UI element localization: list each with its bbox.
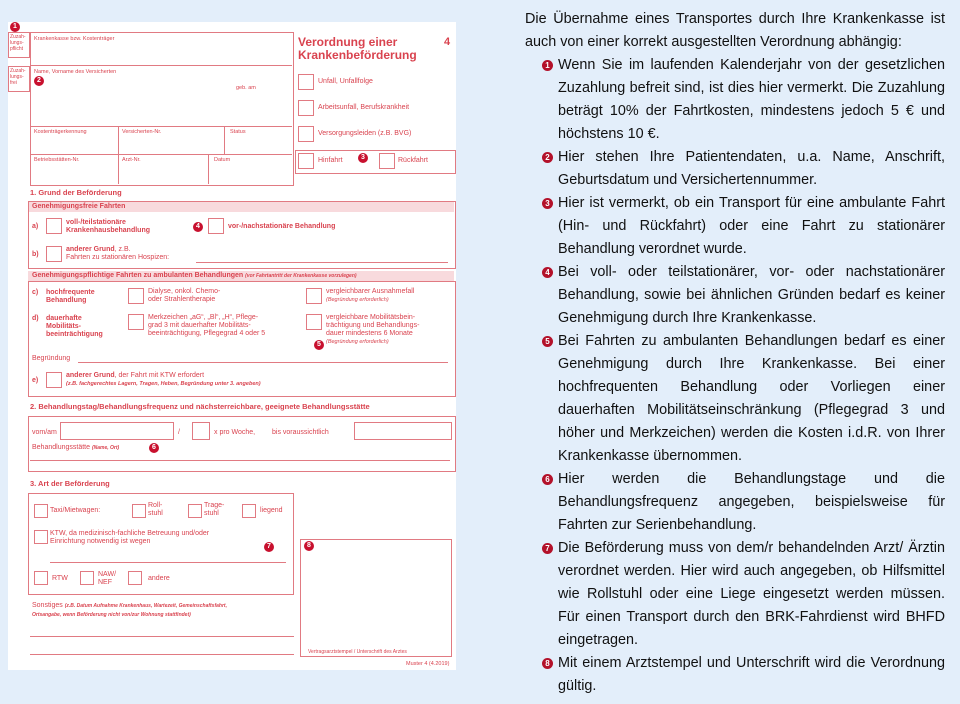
vom-am-label: vom/am bbox=[32, 429, 57, 436]
arztnr-label: Arzt-Nr. bbox=[122, 157, 141, 163]
x-pro-woche: x pro Woche, bbox=[214, 429, 256, 436]
slash-label: / bbox=[178, 429, 180, 436]
bstaette-label: Behandlungsstätte (Name, Ort) bbox=[32, 444, 120, 451]
a-text1: voll-/teilstationäre bbox=[66, 219, 126, 226]
gen-pfl-header: Genehmigungspflichtige Fahrten zu ambulanten Behandlungen (vor Fahrtantritt der Krankenkasse vorzulegen) bbox=[32, 272, 357, 279]
explanation-text-1: Wenn Sie im laufenden Kalenderjahr von der gesetzlichen Zuzahlung befreit sind, ist dies hier vermerkt. Die Zuzahlung beträgt 10% der Fahrtkosten, mindestens jedoch 5 € und höchstens 10 €. bbox=[558, 57, 945, 142]
datum-label: Datum bbox=[214, 157, 231, 163]
explanation-item-7 bbox=[525, 537, 945, 652]
begruendung-label: Begründung bbox=[32, 355, 71, 362]
arbeitsunfall-checkbox bbox=[298, 100, 314, 116]
b-text1: anderer Grund, z.B. bbox=[66, 246, 131, 253]
d-text1: dauerhafte bbox=[46, 315, 82, 322]
ktw2: Einrichtung notwendig ist wegen bbox=[50, 538, 151, 545]
explanation-text-4: Bei voll- oder teilstationärer, vor- oder nachstationärer Behandlung, sowie bei ähnlichen Gründen bedarf es keiner Genehmigung durch Ihre Krankenkasse. bbox=[558, 264, 945, 326]
ktw-checkbox bbox=[34, 530, 48, 544]
kasse-label: Krankenkasse bzw. Kostenträger bbox=[34, 36, 115, 42]
explanation-item-5 bbox=[525, 330, 945, 468]
sonstiges-note2: Ortsangabe, wenn Beförderung nicht von/zur Wohnung stattfindet) bbox=[32, 612, 191, 618]
ktw1: KTW, da medizinisch-fachliche Betreuung und/oder bbox=[50, 530, 210, 537]
b-checkbox bbox=[46, 246, 62, 262]
explanation-item-8 bbox=[525, 652, 945, 698]
d-option-checkbox bbox=[128, 314, 144, 330]
marker-5: 5 bbox=[314, 340, 324, 350]
taxi-label: Taxi/Mietwagen: bbox=[50, 507, 101, 514]
liegend-checkbox bbox=[242, 504, 256, 518]
hinfahrt-checkbox bbox=[298, 153, 314, 169]
row-b-label: b) bbox=[32, 251, 39, 258]
d-opt2: grad 3 mit dauerhafter Mobilitäts- bbox=[148, 322, 251, 329]
section3-title: 3. Art der Beförderung bbox=[30, 479, 110, 488]
d-verg3: dauer mindestens 6 Monate bbox=[326, 330, 413, 337]
explanation-panel bbox=[512, 0, 952, 704]
status-label: Status bbox=[230, 129, 246, 135]
bis-label: bis voraussichtlich bbox=[272, 429, 329, 436]
prescription-form bbox=[8, 22, 456, 670]
d-text3: beeinträchtigung bbox=[46, 331, 103, 338]
unfall-label: Unfall, Unfallfolge bbox=[318, 78, 373, 85]
e-text1: anderer Grund, der Fahrt mit KTW erfordert bbox=[66, 372, 205, 379]
explanation-text-5: Bei Fahrten zu ambulanten Behandlungen bedarf es einer Genehmigung durch Ihre Krankenkasse. Bei einer hochfrequenten Behandlung oder Vorliegen einer dauerhaften Mobilitätseinschränkung (Pflegegrad 3 und höher und Merkzeichen) werden die Kosten i.d.R. von Ihrer Krankenkasse übernommen. bbox=[558, 333, 945, 464]
taxi-checkbox bbox=[34, 504, 48, 518]
bullet-3: 3 bbox=[542, 198, 553, 209]
muster-label: Muster 4 (4.2019) bbox=[406, 661, 450, 667]
a-checkbox bbox=[46, 218, 62, 234]
marker-7: 7 bbox=[264, 542, 274, 552]
bullet-6: 6 bbox=[542, 474, 553, 485]
explanation-text-3: Hier ist vermerkt, ob ein Transport für eine ambulante Fahrt (Hin- und Rückfahrt) oder eine Fahrt zu stationärer Behandlung verordnet wurde. bbox=[558, 195, 945, 257]
explanation-item-6 bbox=[525, 468, 945, 537]
marker-3: 3 bbox=[358, 153, 368, 163]
sonstiges-label: Sonstiges (z.B. Datum Aufnahme Krankenhaus, Wartezeit, Gemeinschaftsfahrt, bbox=[32, 602, 227, 609]
section1-title: 1. Grund der Beförderung bbox=[30, 188, 122, 197]
versorgung-checkbox bbox=[298, 126, 314, 142]
rtw-checkbox bbox=[34, 571, 48, 585]
liegend-label: liegend bbox=[260, 507, 283, 514]
rueckfahrt-checkbox bbox=[379, 153, 395, 169]
explanation-text-7: Die Beförderung muss von dem/r behandelnden Arzt/ Ärztin verordnet werden. Hier wird auch angegeben, ob Hilfsmittel wie Rollstuhl oder eine Liege eingesetzt werden müssen. Für einen Transport durch den BRK-Fahrdienst wird BHFD eingetragen. bbox=[558, 540, 945, 648]
c-verg1: vergleichbarer Ausnahmefall bbox=[326, 288, 415, 295]
a-text2: Krankenhausbehandlung bbox=[66, 227, 151, 234]
trage2: stuhl bbox=[204, 510, 219, 517]
rueckfahrt-label: Rückfahrt bbox=[398, 157, 428, 164]
roll1: Roll- bbox=[148, 502, 163, 509]
andere-checkbox bbox=[128, 571, 142, 585]
d-verg4: (Begründung erforderlich) bbox=[326, 339, 389, 345]
stamp-box bbox=[300, 539, 452, 657]
marker-2: 2 bbox=[34, 76, 44, 86]
c-opt1: Dialyse, onkol. Chemo- bbox=[148, 288, 221, 295]
row-d-label: d) bbox=[32, 315, 39, 322]
versnr-label: Versicherten-Nr. bbox=[122, 129, 162, 135]
e-checkbox bbox=[46, 372, 62, 388]
d-verg1: vergleichbare Mobilitätsbein- bbox=[326, 314, 416, 321]
vor-nach-checkbox bbox=[208, 218, 224, 234]
vor-nach-label: vor-/nachstationäre Behandlung bbox=[228, 223, 336, 230]
marker-1: 1 bbox=[10, 22, 20, 32]
e-text2: (z.B. fachgerechtes Lagern, Tragen, Heben, Begründung unter 3. angeben) bbox=[66, 381, 261, 387]
b-text2: Fahrten zu stationären Hospizen: bbox=[66, 254, 170, 261]
trage1: Trage- bbox=[204, 502, 225, 509]
frequenz-box bbox=[192, 422, 210, 440]
d-verg2: trächtigung und Behandlungs- bbox=[326, 322, 420, 329]
explanation-item-1 bbox=[525, 54, 945, 146]
row-c-label: c) bbox=[32, 289, 39, 296]
tragestuhl-checkbox bbox=[188, 504, 202, 518]
naw-checkbox bbox=[80, 571, 94, 585]
c-verg-checkbox bbox=[306, 288, 322, 304]
d-opt1: Merkzeichen „aG“, „Bl“, „H“, Pflege- bbox=[148, 314, 259, 321]
row-a-label: a) bbox=[32, 223, 39, 230]
explanation-text-8: Mit einem Arztstempel und Unterschrift wird die Verordnung gültig. bbox=[558, 655, 945, 694]
stempel-label: Vertragsarztstempel / Unterschrift des Arztes bbox=[308, 649, 407, 655]
bullet-2: 2 bbox=[542, 152, 553, 163]
form-title-line1: Verordnung einer bbox=[298, 35, 398, 49]
versorgung-label: Versorgungsleiden (z.B. BVG) bbox=[318, 130, 412, 137]
geb-label: geb. am bbox=[236, 85, 256, 91]
d-text2: Mobilitäts- bbox=[46, 323, 81, 330]
form-number: 4 bbox=[444, 36, 451, 48]
c-verg2: (Begründung erforderlich) bbox=[326, 297, 389, 303]
c-opt2: oder Strahlentherapie bbox=[148, 296, 216, 303]
andere-label: andere bbox=[148, 575, 170, 582]
c-option-checkbox bbox=[128, 288, 144, 304]
vom-am-boxes bbox=[60, 422, 174, 440]
zuzahlung-pflicht-label: Zuzah-lungs-pflicht bbox=[10, 34, 26, 52]
explanation-text-2: Hier stehen Ihre Patientendaten, u.a. Name, Anschrift, Geburtsdatum und Versichertennummer. bbox=[558, 149, 945, 188]
row-e-label: e) bbox=[32, 377, 39, 384]
gen-frei-header: Genehmigungsfreie Fahrten bbox=[32, 203, 126, 210]
marker-4: 4 bbox=[193, 222, 203, 232]
explanation-text-6: Hier werden die Behandlungstage und die Behandlungsfrequenz angegeben, beispielsweise für Fahrten zur Serienbehandlung. bbox=[558, 471, 945, 533]
bullet-4: 4 bbox=[542, 267, 553, 278]
c-text2: Behandlung bbox=[46, 297, 87, 304]
roll2: stuhl bbox=[148, 510, 163, 517]
kostentraeger-label: Kostenträgerkennung bbox=[34, 129, 87, 135]
explanation-item-3 bbox=[525, 192, 945, 261]
marker-8: 8 bbox=[304, 541, 314, 551]
zuzahlung-frei-label: Zuzah-lungs-frei bbox=[10, 68, 26, 86]
name-label: Name, Vorname des Versicherten bbox=[34, 69, 117, 75]
d-verg-checkbox bbox=[306, 314, 322, 330]
bis-boxes bbox=[354, 422, 452, 440]
bullet-7: 7 bbox=[542, 543, 553, 554]
arbeitsunfall-label: Arbeitsunfall, Berufskrankheit bbox=[318, 104, 410, 111]
hinfahrt-label: Hinfahrt bbox=[318, 157, 343, 164]
bsnr-label: Betriebsstätten-Nr. bbox=[34, 157, 80, 163]
rtw-label: RTW bbox=[52, 575, 68, 582]
form-title-line2: Krankenbeförderung bbox=[298, 48, 417, 62]
c-text1: hochfrequente bbox=[46, 289, 95, 296]
bullet-5: 5 bbox=[542, 336, 553, 347]
marker-6: 6 bbox=[149, 443, 159, 453]
explanation-item-2 bbox=[525, 146, 945, 192]
naw2: NEF bbox=[98, 579, 112, 586]
rollstuhl-checkbox bbox=[132, 504, 146, 518]
intro-text: Die Übernahme eines Transportes durch Ihre Krankenkasse ist auch von einer korrekt ausgestellten Verordnung abhängig: bbox=[525, 11, 945, 50]
unfall-checkbox bbox=[298, 74, 314, 90]
naw1: NAW/ bbox=[98, 571, 117, 578]
explanation-item-4 bbox=[525, 261, 945, 330]
bullet-8: 8 bbox=[542, 658, 553, 669]
d-opt3: beeinträchtigung, Pflegegrad 4 oder 5 bbox=[148, 330, 266, 337]
bullet-1: 1 bbox=[542, 60, 553, 71]
section2-title: 2. Behandlungstag/Behandlungsfrequenz und nächsterreichbare, geeignete Behandlungsstätte bbox=[30, 402, 370, 411]
